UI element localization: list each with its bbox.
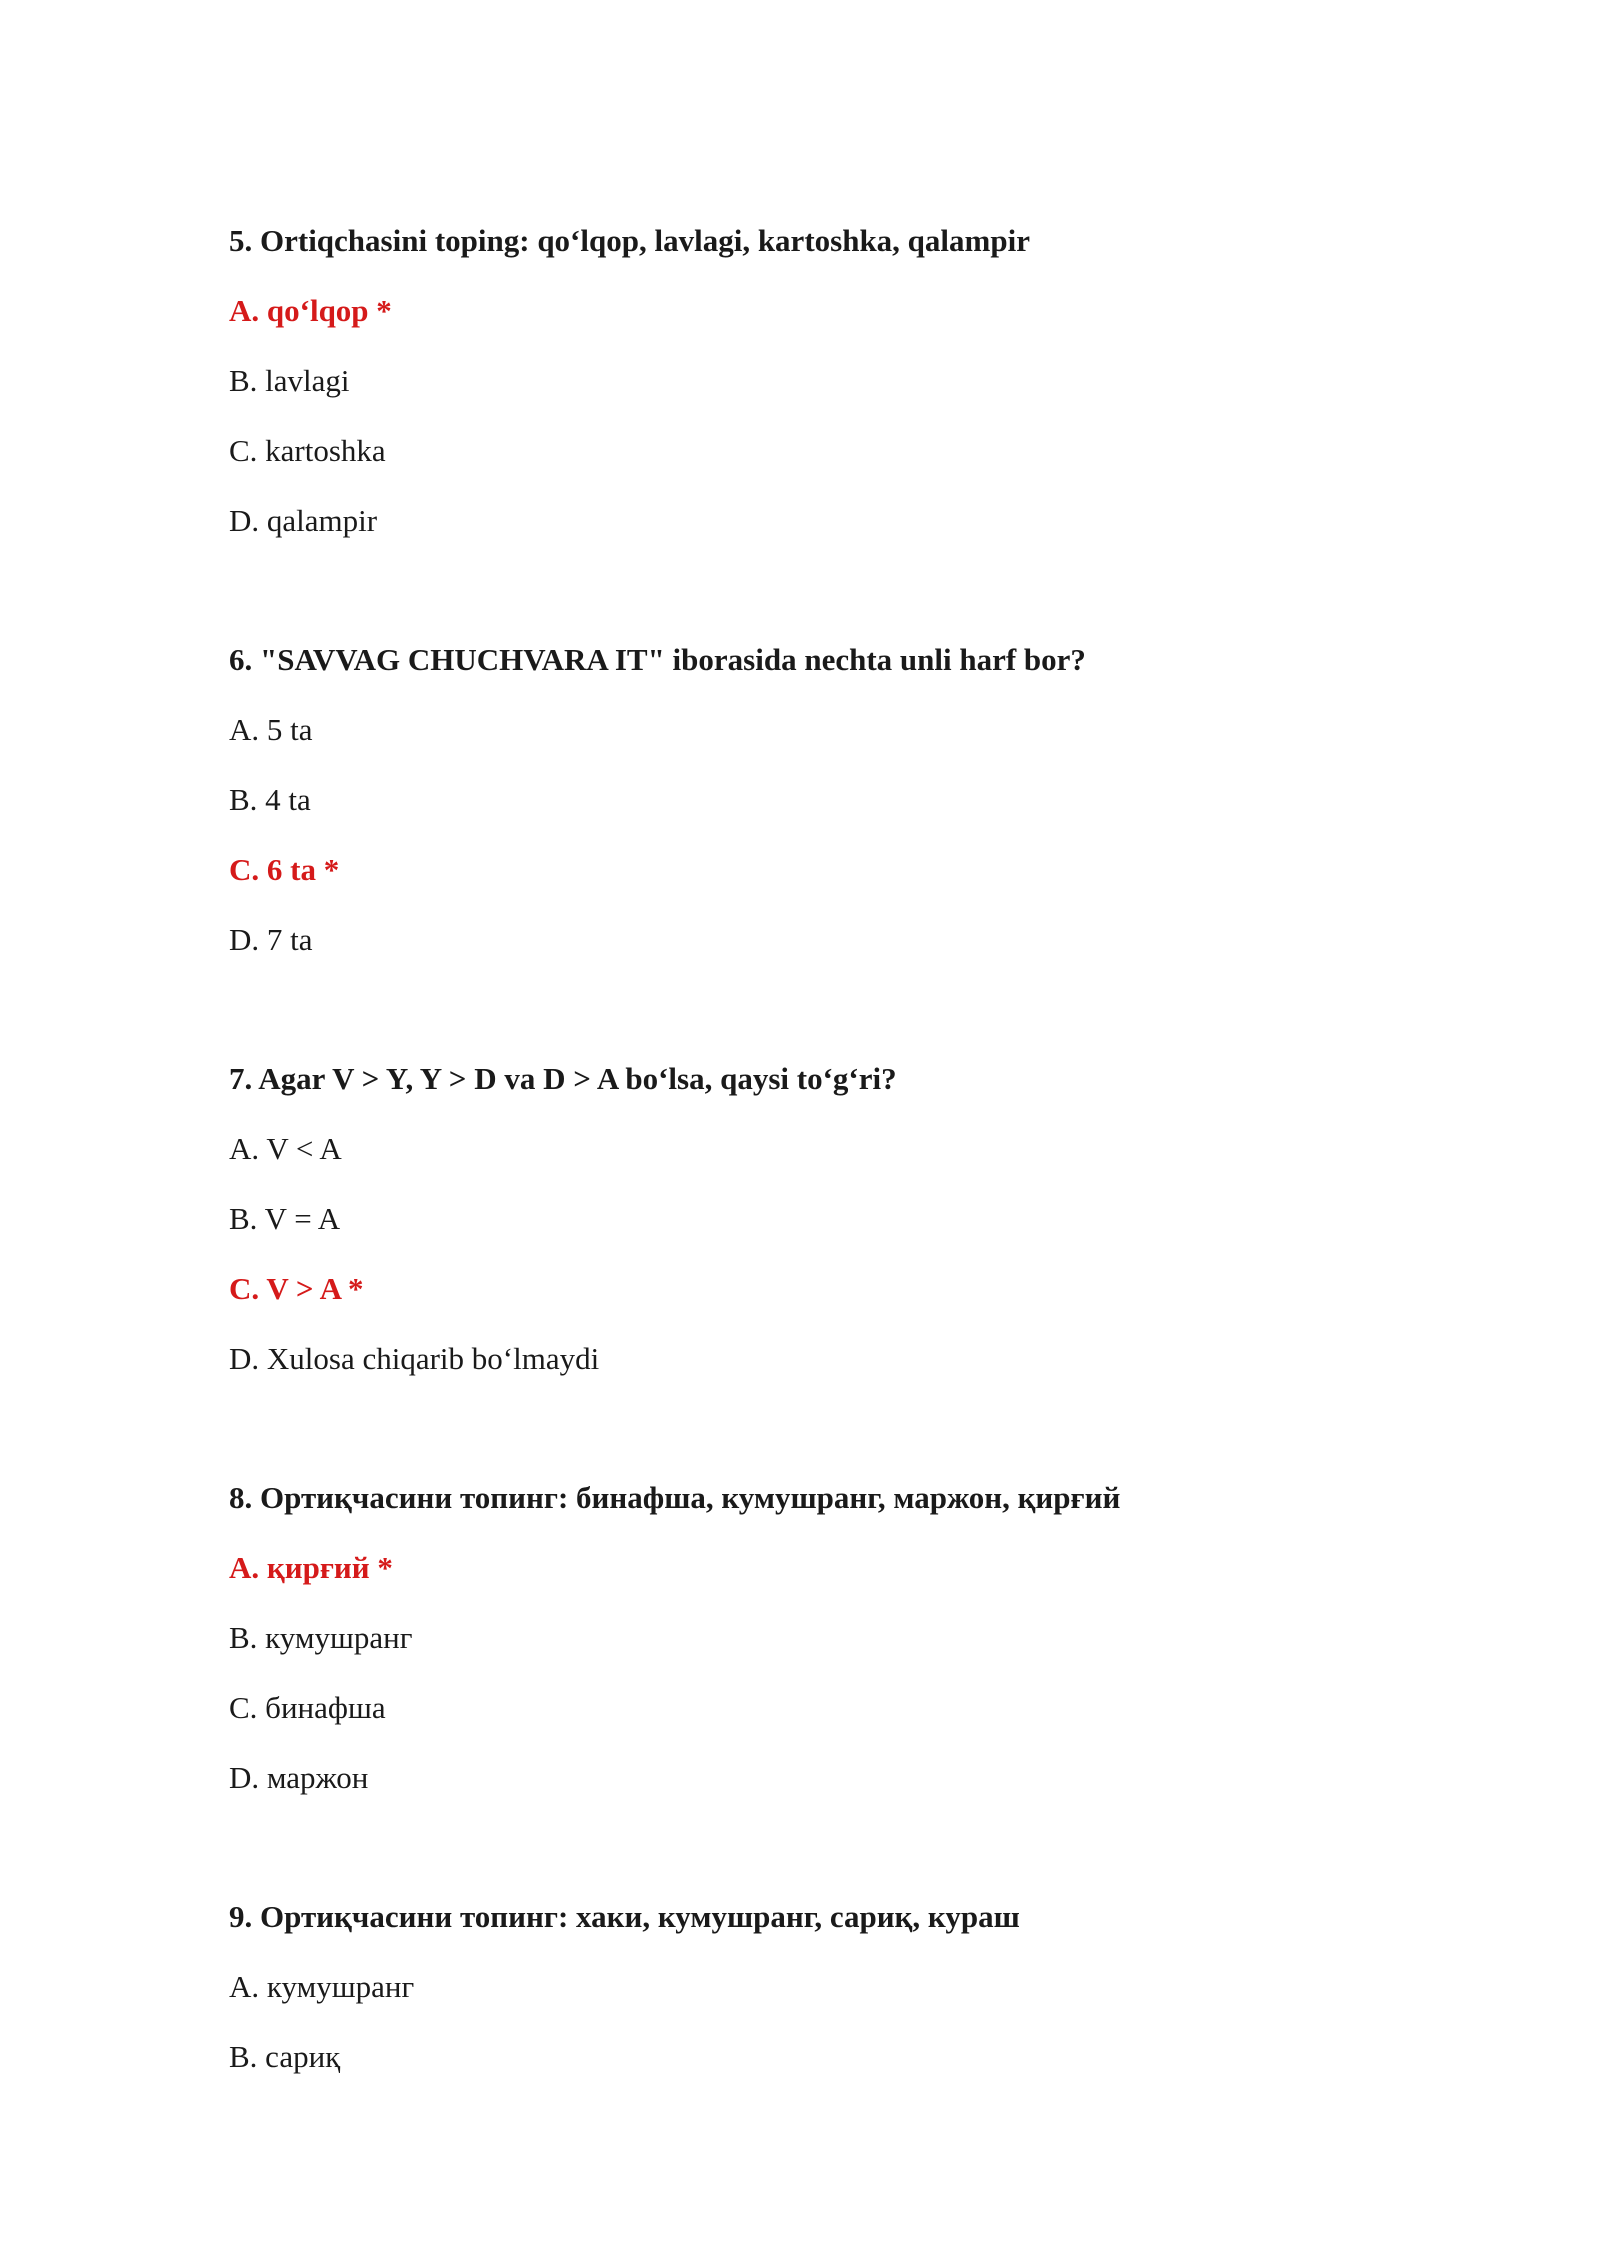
option-a: A. кумушранг	[229, 1969, 415, 2004]
option-a: A. V < A	[229, 1131, 342, 1166]
question-title: 9. Ортиқчасини топинг: хаки, кумушранг, сариқ, кураш	[229, 1899, 1020, 1934]
question-6	[229, 641, 1429, 959]
option-a-correct: A. qo‘lqop *	[229, 293, 392, 328]
option-b: B. V = A	[229, 1201, 341, 1236]
question-title: 5. Ortiqchasini toping: qo‘lqop, lavlagi, kartoshka, qalampir	[229, 223, 1030, 258]
option-d: D. 7 ta	[229, 922, 313, 957]
question-9	[229, 1898, 1429, 2076]
option-b: B. сариқ	[229, 2039, 341, 2074]
option-d: D. qalampir	[229, 503, 378, 538]
question-5	[229, 222, 1429, 540]
option-c: C. бинафша	[229, 1690, 386, 1725]
question-7	[229, 1060, 1429, 1378]
question-title: 8. Ортиқчасини топинг: бинафша, кумушранг, маржон, қирғий	[229, 1480, 1121, 1515]
option-a: A. 5 ta	[229, 712, 313, 747]
option-c: C. kartoshka	[229, 433, 386, 468]
option-d: D. маржон	[229, 1760, 369, 1795]
option-a-correct: A. қирғий *	[229, 1550, 393, 1585]
question-title: 6. "SAVVAG CHUCHVARA IT" iborasida nechta unli harf bor?	[229, 642, 1086, 677]
option-b: B. lavlagi	[229, 363, 350, 398]
option-c-correct: C. 6 ta *	[229, 852, 340, 887]
option-b: B. 4 ta	[229, 782, 311, 817]
question-title: 7. Agar V > Y, Y > D va D > A bo‘lsa, qaysi to‘g‘ri?	[229, 1061, 897, 1096]
option-d: D. Xulosa chiqarib bo‘lmaydi	[229, 1341, 600, 1376]
question-8	[229, 1479, 1429, 1797]
option-b: B. кумушранг	[229, 1620, 413, 1655]
option-c-correct: C. V > A *	[229, 1271, 364, 1306]
